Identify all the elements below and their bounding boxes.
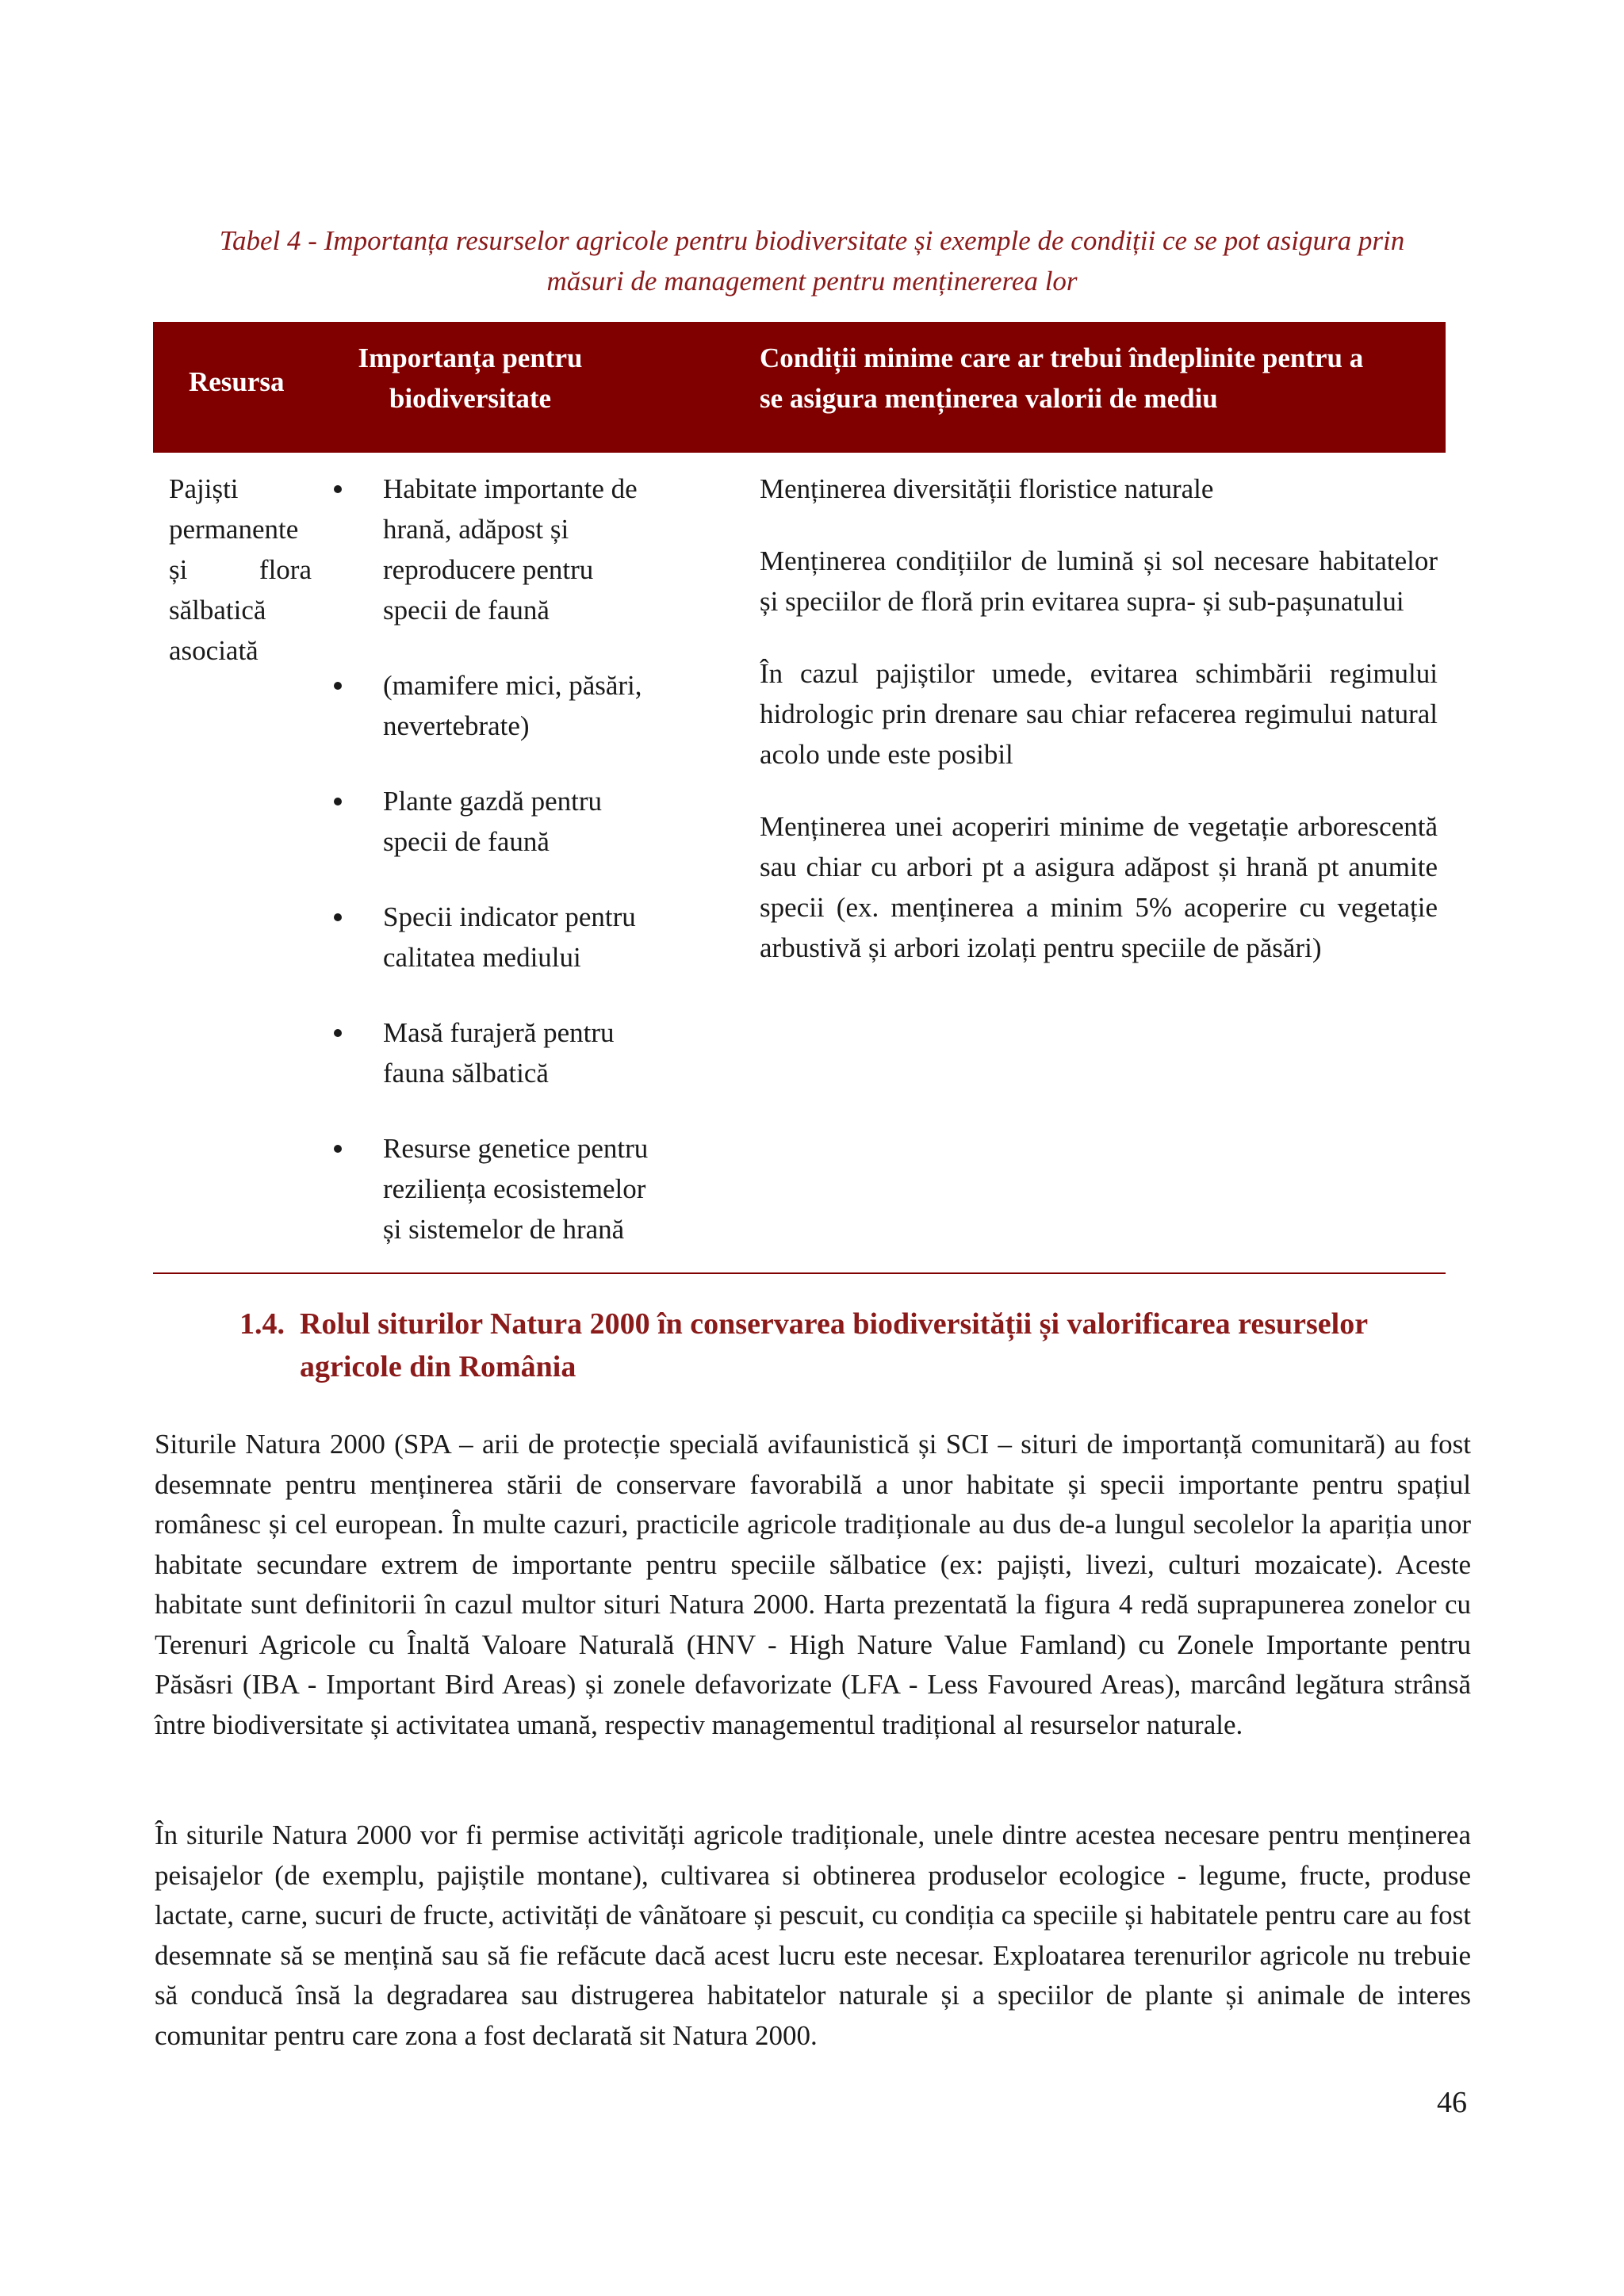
section-title-text: Rolul siturilor Natura 2000 în conservarea biodiversității și valorificarea resurselor agricole din România	[300, 1307, 1368, 1383]
list-item-line: (mamifere mici, păsări,	[383, 670, 642, 701]
body-paragraph: Siturile Natura 2000 (SPA – arii de protecție specială avifaunistică și SCI – situri de importanță comunitară) au fost desemnate pentru menținerea stării de conservare favorabilă a unor habitate și specii importante pentru spațiul românesc și cel european. În multe cazuri, practicile agricole tradiționale au dus de-a lungul secolelor la apariția unor habitate secundare extrem de importante pentru speciile sălbatice (ex: pajiști, livezi, culturi mozaicate). Aceste habitate sunt definitorii în cazul multor situri Natura 2000. Harta prezentată la figura 4 redă suprapunerea zonelor cu Terenuri Agricole cu Înaltă Valoare Naturală (HNV - High Nature Value Famland) cu Zonele Importante pentru Păsăsri (IBA - Important Bird Areas) și zonele defavorizate (LFA - Less Favoured Areas), marcând legătura strânsă între biodiversitate și activitatea umană, respectiv managementul tradițional al resurselor naturale.	[155, 1429, 1471, 1740]
list-item-line: Specii indicator pentru	[383, 901, 636, 932]
list-item-line: specii de faună	[383, 595, 550, 626]
importance-cell	[383, 469, 732, 1284]
list-item-line: calitatea mediului	[383, 942, 581, 973]
header-conditii	[760, 338, 1438, 419]
list-item-line: specii de faună	[383, 826, 550, 857]
body-paragraph: În siturile Natura 2000 vor fi permise activități agricole tradiționale, unele dintre acestea necesare pentru menținerea peisajelor (de exemplu, pajiștile montane), cultivarea si obtinerea produselor ecologice - legume, fructe, produse lactate, carne, sucuri de fructe, activități de vânătoare și pescuit, cu condiția ca speciile și habitatele pentru care au fost desemnate să se mențină sau să fie refăcute dacă acest lucru este necesar. Exploatarea terenurilor agricole nu trebuie să conducă însă la degradarea sau distrugerea habitatelor naturale și a speciilor de plante și animale de interes comunitar pentru care zona a fost declarată sit Natura 2000.	[155, 1820, 1471, 2051]
list-item	[383, 897, 732, 978]
list-item-line: fauna sălbatică	[383, 1058, 549, 1089]
list-item-line: reproducere pentru	[383, 554, 594, 585]
bullet-icon	[334, 1029, 342, 1037]
table-header	[153, 322, 1446, 453]
section-heading	[239, 1303, 1477, 1388]
table-caption-line-1: Tabel 4 - Importanța resurselor agricole pentru biodiversitate și exemple de condiții ce se pot asigura prin	[219, 225, 1405, 256]
condition-paragraph: Menținerea diversității floristice naturale	[760, 473, 1214, 504]
bullet-icon	[334, 913, 342, 921]
list-item-line: Resurse genetice pentru	[383, 1133, 649, 1164]
table-bottom-rule	[153, 1272, 1446, 1274]
table-caption-line-2: măsuri de management pentru menținererea lor	[546, 266, 1078, 297]
condition-paragraph: Menținerea condițiilor de lumină și sol necesare habitatelor și speciilor de floră prin evitarea supra- și sub-pașunatului	[760, 545, 1438, 617]
resource-line-justified	[169, 549, 312, 590]
bullet-icon	[334, 798, 342, 806]
list-item-line: hrană, adăpost și	[383, 514, 569, 545]
resource-word: flora	[259, 554, 312, 585]
table-caption	[119, 220, 1505, 301]
resource-word: și	[169, 554, 188, 585]
table-body	[153, 453, 1446, 1404]
list-item	[383, 665, 732, 746]
condition-paragraph: În cazul pajiștilor umede, evitarea schimbării regimului hidrologic prin drenare sau chiar refacerea regimului natural acolo unde este posibil	[760, 658, 1438, 770]
resource-line: sălbatică	[169, 595, 266, 626]
list-item-line: reziliența ecosistemelor	[383, 1173, 646, 1204]
list-item	[383, 469, 732, 630]
resource-line: Pajiști	[169, 473, 239, 504]
resources-table	[153, 322, 1446, 1404]
bullet-icon	[334, 682, 342, 690]
section-number: 1.4.	[239, 1307, 285, 1341]
header-conditii-line-2: se asigura menținerea valorii de mediu	[760, 383, 1218, 414]
page-number: 46	[1437, 2086, 1467, 2119]
header-importanta-line-2: biodiversitate	[389, 383, 552, 414]
list-item	[383, 1128, 732, 1249]
resource-line: permanente	[169, 514, 299, 545]
list-item-line: Plante gazdă pentru	[383, 786, 603, 817]
list-item	[383, 1012, 732, 1093]
list-item-line: Habitate importante de	[383, 473, 638, 504]
resource-line: asociată	[169, 635, 259, 666]
header-resursa: Resursa	[189, 366, 285, 397]
header-importanta-line-1: Importanța pentru	[358, 342, 583, 373]
resource-cell	[169, 469, 312, 671]
list-item-line: Masă furajeră pentru	[383, 1017, 615, 1048]
bullet-icon	[334, 1145, 342, 1153]
conditions-cell	[760, 469, 1438, 1000]
list-item-line: și sistemelor de hrană	[383, 1214, 625, 1245]
header-importanta	[351, 338, 589, 419]
bullet-icon	[334, 485, 342, 493]
list-item	[383, 781, 732, 862]
condition-paragraph: Menținerea unei acoperiri minime de vegetație arborescentă sau chiar cu arbori pt a asigura adăpost și hrană pt anumite specii (ex. menținerea a minim 5% acoperire cu vegetație arbustivă și arbori izolați pentru speciile de păsări)	[760, 811, 1438, 963]
header-conditii-line-1: Condiții minime care ar trebui îndeplinite pentru a	[760, 342, 1364, 373]
list-item-line: nevertebrate)	[383, 710, 530, 741]
